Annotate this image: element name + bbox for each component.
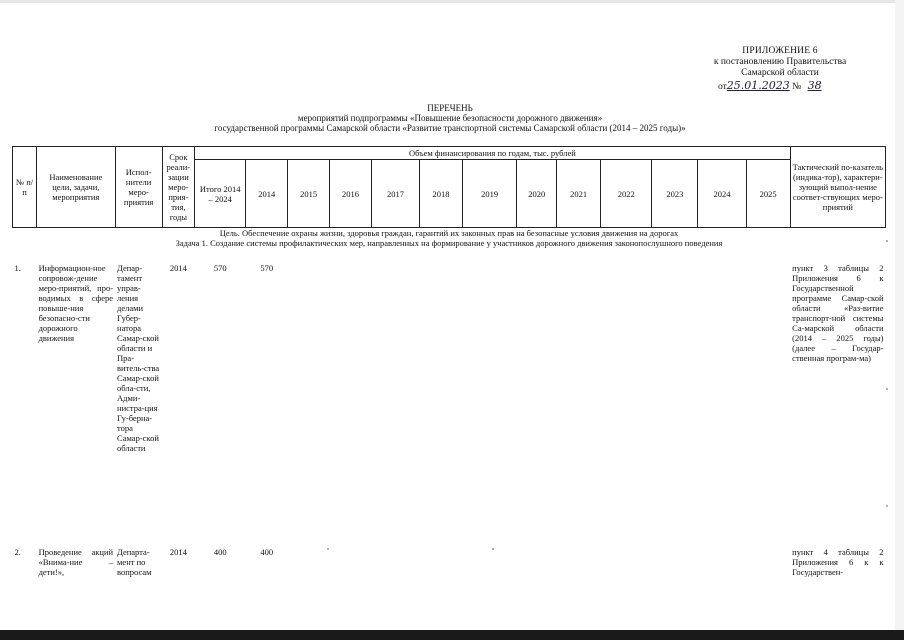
appendix-date-line xyxy=(700,80,860,93)
row-total: 570 xyxy=(213,263,227,273)
handwritten-number: 38 xyxy=(807,79,822,92)
goal-row: Цель. Обеспечение охраны жизни, здоровья граждан, гарантий их законных прав на безопасные условия движения на дорогах xyxy=(219,228,679,238)
scan-edge-bottom xyxy=(0,630,904,640)
table-header xyxy=(13,147,886,228)
row-total: 400 xyxy=(213,547,227,557)
heading-title: ПЕРЕЧЕНЬ xyxy=(427,103,473,113)
appendix-line-1: к постановлению Правительства xyxy=(713,57,847,67)
appendix-from: от xyxy=(718,82,727,92)
header-executors: Испол-нители меро-приятия xyxy=(115,147,162,228)
appendix-number-sign: № xyxy=(792,82,802,92)
scan-speck xyxy=(886,505,888,507)
header-year: 2018 xyxy=(420,160,463,228)
appendix-block xyxy=(700,46,860,93)
header-year: 2020 xyxy=(517,160,557,228)
row-indicator: пункт 4 таблицы 2 Приложения 6 к к Государствен- xyxy=(792,547,884,577)
header-num: № п/п xyxy=(13,147,37,228)
row-num: 2. xyxy=(14,547,21,557)
row-year-2014: 400 xyxy=(260,547,274,557)
scan-edge-right xyxy=(895,0,904,630)
header-name: Наименование цели, задачи, мероприятия xyxy=(37,147,115,228)
header-year: 2025 xyxy=(746,160,790,228)
header-total: Итого 2014 – 2024 xyxy=(195,160,246,228)
header-year: 2019 xyxy=(462,160,516,228)
row-executors: Департа-мент по вопросам xyxy=(117,547,152,577)
row-name: Проведение акций «Внима-ние – дети!», xyxy=(38,547,114,577)
scan-speck xyxy=(886,240,888,242)
appendix-line-2: Самарской области xyxy=(741,68,819,78)
header-year: 2024 xyxy=(698,160,746,228)
header-year: 2014 xyxy=(246,160,288,228)
row-term: 2014 xyxy=(169,547,187,557)
header-year: 2015 xyxy=(288,160,330,228)
document-heading xyxy=(150,103,750,133)
heading-line-1: мероприятий подпрограммы «Повышение безопасности дорожного движения» xyxy=(297,113,603,123)
table-row xyxy=(13,262,886,546)
scan-speck xyxy=(492,548,494,550)
heading-line-2: государственной программы Самарской области «Развитие транспортной системы Самарской области (2014 – 2025 годы)» xyxy=(214,123,686,133)
header-year: 2023 xyxy=(652,160,698,228)
header-term: Срок реали-зации меро-прия-тия, годы xyxy=(162,147,194,228)
header-year: 2017 xyxy=(371,160,419,228)
row-name: Информацион-ное сопровож-дение меро-приятий, про-водимых в сфере повыше-ния безопасно-сти дорожного движения xyxy=(38,263,114,343)
scan-speck xyxy=(886,388,888,390)
row-year-2014: 570 xyxy=(260,263,274,273)
scan-edge-top xyxy=(0,0,904,3)
header-year: 2016 xyxy=(330,160,372,228)
header-year: 2022 xyxy=(601,160,652,228)
task-row: Задача 1. Создание системы профилактических мер, направленных на формирование у участников дорожного движения законопослушного поведения xyxy=(175,238,723,248)
activities-table xyxy=(12,146,886,578)
handwritten-date: 25.01.2023 xyxy=(726,79,790,92)
row-term: 2014 xyxy=(169,263,187,273)
row-indicator: пункт 3 таблицы 2 Приложения 6 к Государственной программе Самар-ской области «Раз-витие транспорт-ной системы Са-марской области (2014 – 2025 годы) (далее – Государ-ственная програм-ма) xyxy=(792,263,884,363)
header-year: 2021 xyxy=(557,160,601,228)
table-row xyxy=(13,546,886,578)
row-executors: Депар-тамент управ-ления делами Губер-натора Самар-ской области и Пра-витель-ства Самар-ской обла-сти, Адми-нистра-ция Гу-берна-тора Самар-ской области xyxy=(117,263,160,453)
row-num: 1. xyxy=(14,263,21,273)
appendix-title: ПРИЛОЖЕНИЕ 6 xyxy=(742,46,818,56)
scan-speck xyxy=(327,548,329,550)
header-finance: Объем финансирования по годам, тыс. рублей xyxy=(195,147,791,160)
header-indicator: Тактический по-казатель (индика-тор), характери-зующий выпол-нение соответ-ствующих меро-приятий xyxy=(790,147,885,228)
